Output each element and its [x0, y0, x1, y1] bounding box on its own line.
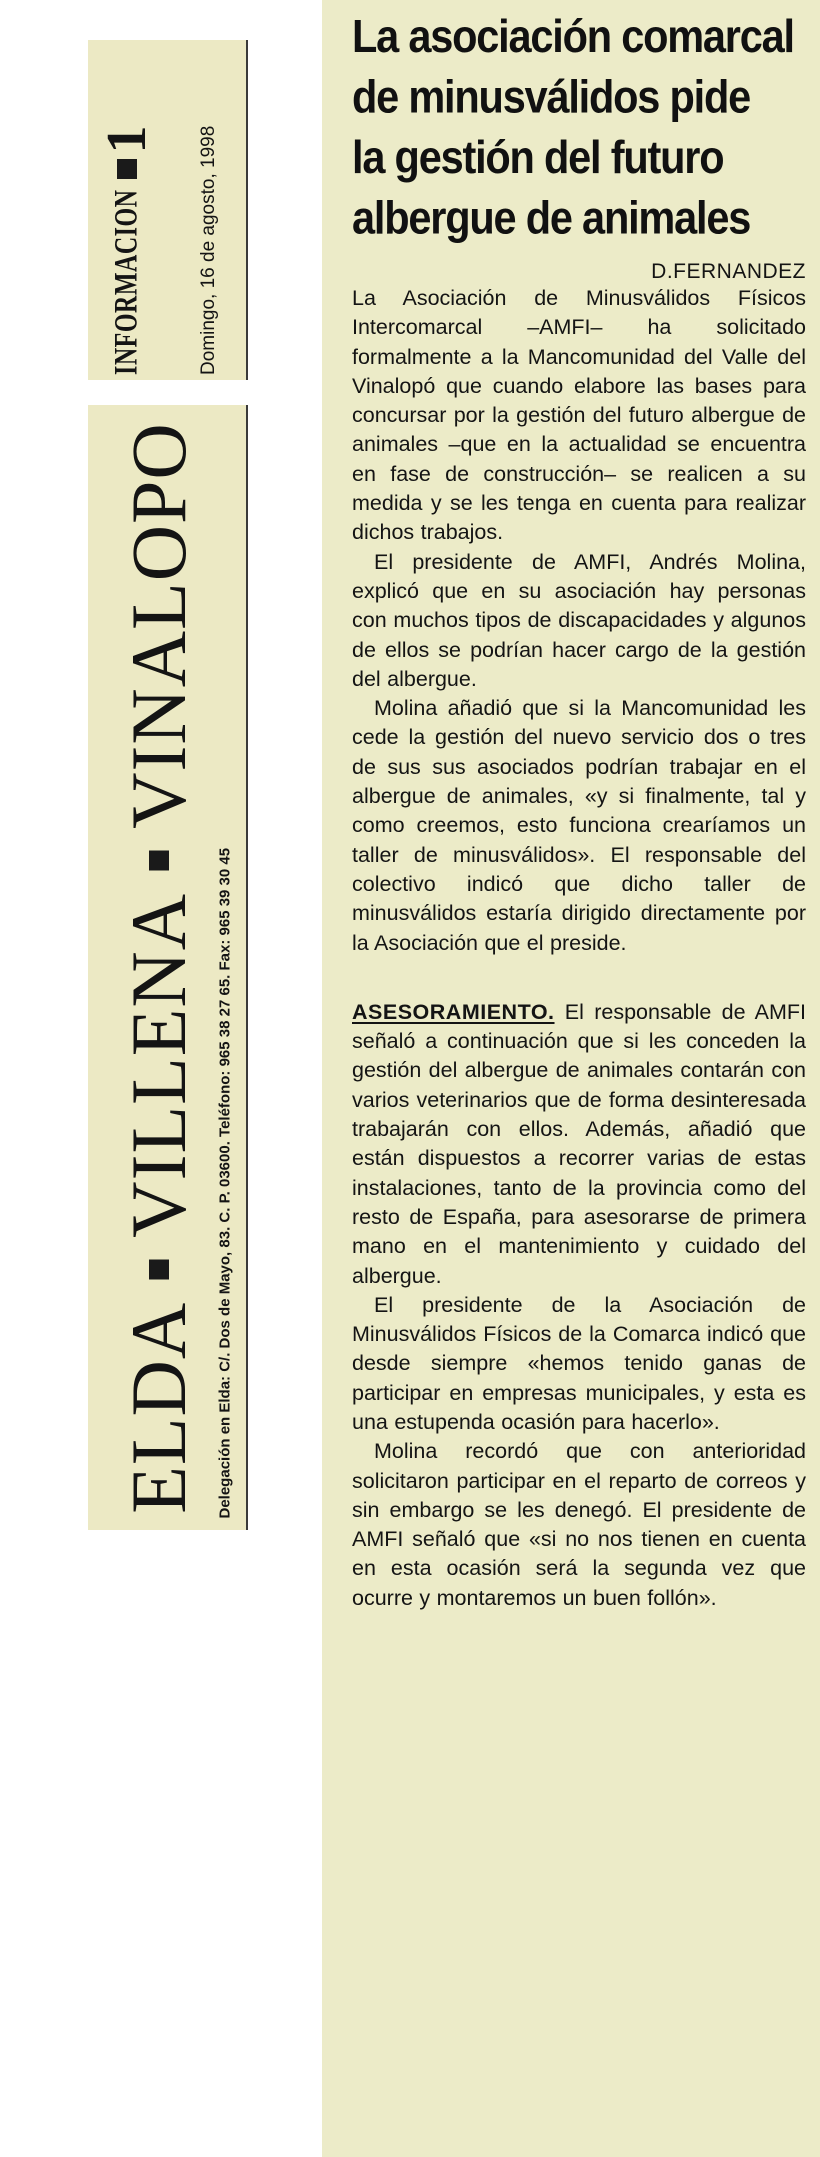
square-bullet-icon	[149, 1259, 169, 1279]
region-elda: ELDA	[115, 1301, 202, 1514]
square-bullet-icon	[149, 850, 169, 870]
article-byline: D.FERNANDEZ	[651, 260, 806, 283]
newspaper-name: INFORMACION	[108, 189, 144, 375]
region-villena: VILLENA	[115, 892, 202, 1238]
paragraph: Molina recordó que con anterioridad solicitaron participar en el reparto de correos y sin embargo se les denegó. El presidente de AMFI señaló que «si no nos tienen en cuenta en esta ocasión será la segunda vez que ocurre y montaremos un buen follón».	[352, 1439, 806, 1610]
article-headline: La asociación comarcal de minusválidos pide la gestión del futuro albergue de animales	[352, 9, 794, 244]
masthead-region-strip	[88, 405, 248, 1530]
paragraph-text: El responsable de AMFI señaló a continuación que si les conceden la gestión del albergue de animales contarán con varios veterinarios que de forma desinteresada trabajarán con ellos. Además, añadió que están dispuestos a recorrer varias de estas instalaciones, tanto de la provincia como del resto de España, para asesorarse de primera mano en el mantenimiento y cuidado del albergue.	[352, 999, 806, 1288]
article-body	[352, 284, 806, 1613]
edition-date: Domingo, 16 de agosto, 1998	[198, 125, 219, 375]
paragraph: El presidente de AMFI, Andrés Molina, explicó que en su asociación hay personas con muchos tipos de discapacidades y algunos de ellos se podrían hacer cargo de la gestión del albergue.	[352, 549, 806, 691]
region-vinalopo: VINALOPO	[115, 421, 202, 829]
section-title	[114, 405, 204, 1530]
newspaper-name-block	[96, 45, 158, 375]
square-bullet-icon	[117, 160, 137, 180]
subhead: ASESORAMIENTO.	[352, 999, 555, 1024]
article-column	[322, 0, 820, 2157]
paragraph: La Asociación de Minusválidos Físicos Intercomarcal –AMFI– ha solicitado formalmente a la Mancomunidad del Valle del Vinalopó que cuando elabore las bases para concursar por la gestión del futuro albergue de animales –que en la actualidad se encuentra en fase de construcción– se realicen a su medida y se les tenga en cuenta para realizar dichos trabajos.	[352, 286, 806, 545]
paragraph-with-subhead	[352, 998, 806, 1291]
paragraph: El presidente de la Asociación de Minusválidos Físicos de la Comarca indicó que desde siempre «hemos tenido ganas de participar en empresas municipales, y esta es una estupenda ocasión para hacerlo».	[352, 1292, 806, 1434]
paragraph: Molina añadió que si la Mancomunidad les cede la gestión del nuevo servicio dos o tres de sus sus asociados podrían trabajar en el albergue de animales, «y si finalmente, tal y como creemos, esto funciona crearíamos un taller de minusválidos». El responsable del colectivo indicó que dicho taller de minusválidos estaría dirigido directamente por la Asociación que el preside.	[352, 696, 806, 955]
office-address: Delegación en Elda: C/. Dos de Mayo, 83. C. P. 03600. Teléfono: 965 38 27 65. Fax: 965 39 30 45	[216, 847, 234, 1518]
masthead-date-strip	[88, 40, 248, 380]
page-number: 1	[96, 125, 158, 154]
